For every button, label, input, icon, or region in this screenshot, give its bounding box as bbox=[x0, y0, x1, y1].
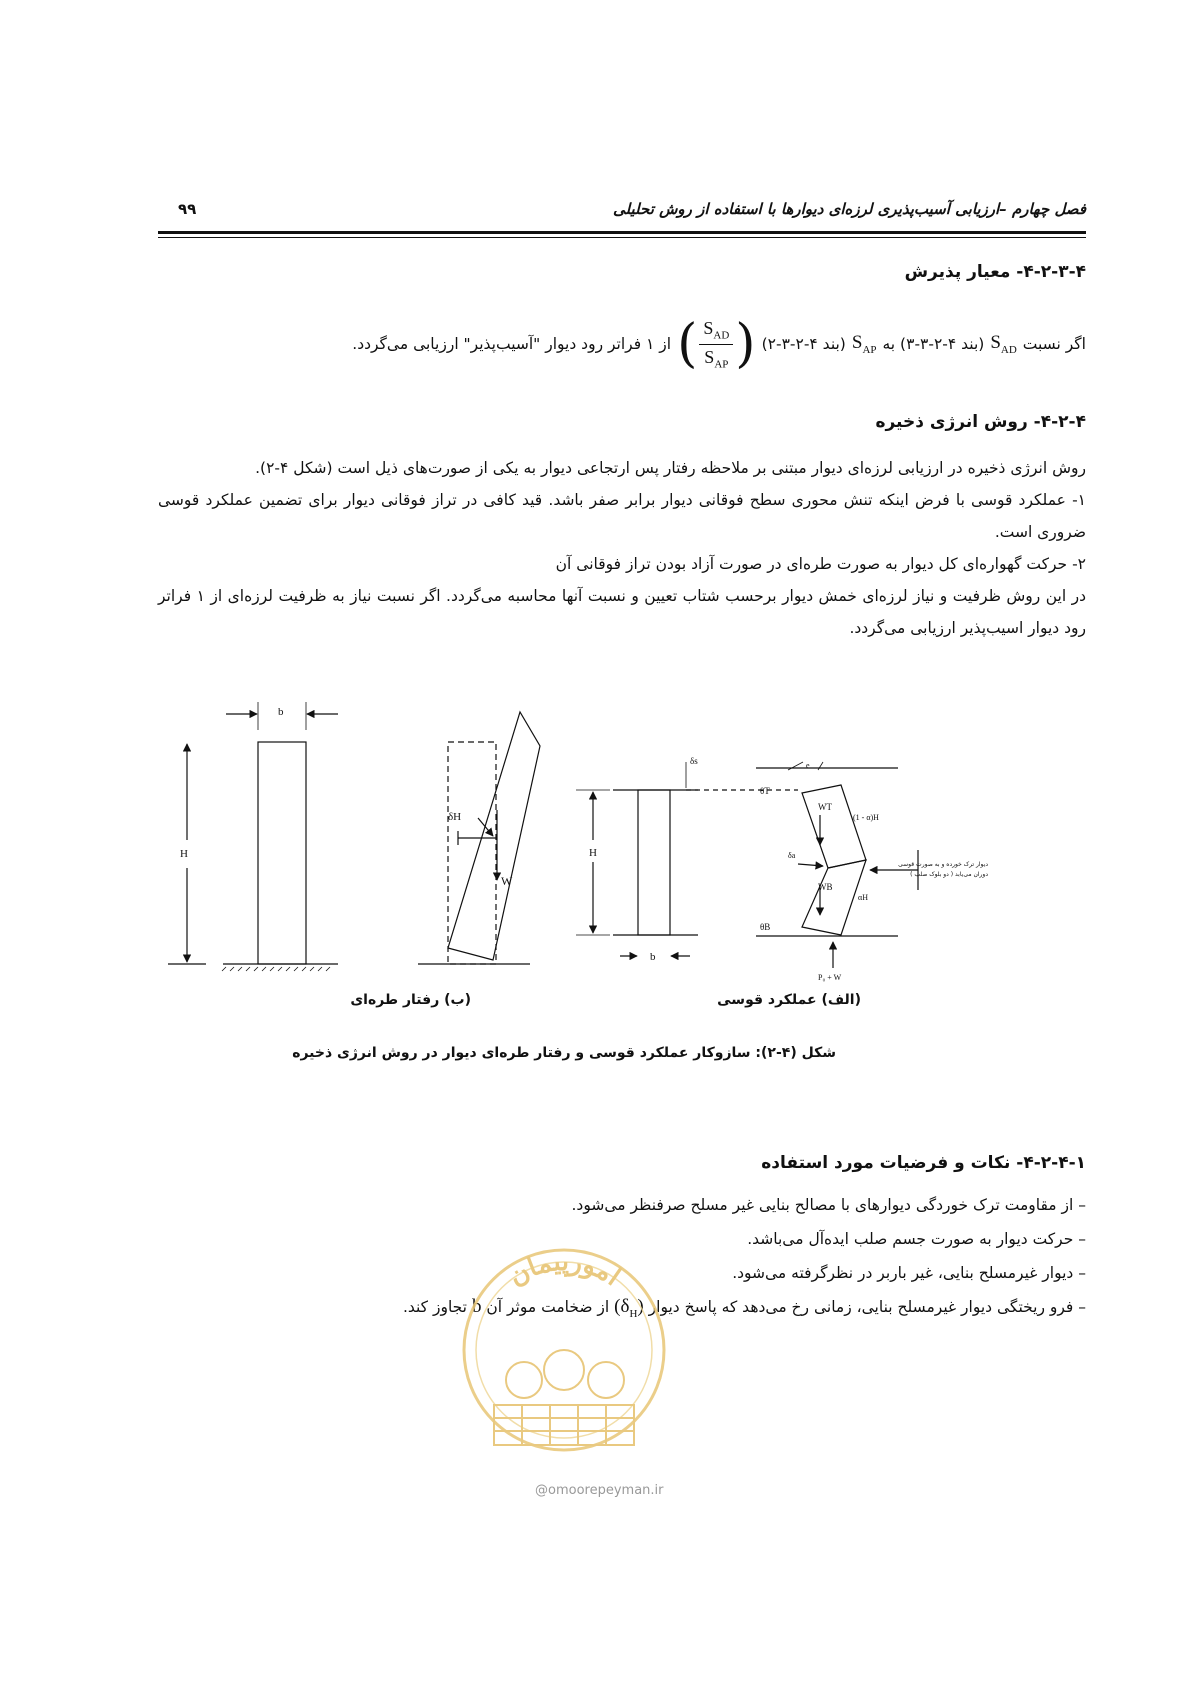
assumption-item: – حرکت دیوار به صورت جسم صلب ایده‌آل می‌باشد. bbox=[747, 1230, 1086, 1248]
arch-thickness-label: b bbox=[650, 951, 656, 963]
page-header bbox=[158, 200, 1086, 230]
header-rule-thick bbox=[158, 231, 1086, 234]
section-heading-assumptions: ۴-۲-۴-۱- نکات و فرضیات مورد استفاده bbox=[761, 1153, 1086, 1173]
beta-height-label: (1 - α)H bbox=[853, 813, 879, 822]
s-ad-symbol bbox=[990, 332, 1016, 356]
s-ap-reference: (بند ۴-۲-۳-۲) bbox=[761, 335, 846, 354]
fraction-denominator bbox=[700, 345, 732, 371]
theta-b-label: θB bbox=[760, 922, 771, 932]
collapse-text-mid: از ضخامت موثر آن bbox=[486, 1298, 610, 1316]
section-heading-energy: ۴-۲-۴- روش انرژی ذخیره bbox=[875, 412, 1086, 432]
thickness-symbol-b: b bbox=[471, 1296, 482, 1317]
section-heading-acceptance: ۴-۲-۳-۴- معیار پذیرش bbox=[904, 262, 1086, 282]
side-note-line-1: دیوار ترک خورده و به صورت قوسی bbox=[898, 861, 988, 868]
collapse-text-end: تجاوز کند. bbox=[402, 1298, 467, 1316]
header-rule-thin bbox=[158, 237, 1086, 238]
s-symbol: S bbox=[851, 332, 863, 354]
criterion-text-end: از ۱ فراتر رود دیوار "آسیب‌پذیر" ارزیابی می‌گردد. bbox=[352, 335, 672, 354]
paragraph-ratio: در این روش ظرفیت و نیاز لرزه‌ای خمش دیوار برحسب شتاب تعیین و نسبت آنها محاسبه می‌گردد. اگر نسبت نیاز به ظرفیت لرزه‌ای از ۱ فراتر رود دیوار اسیب‌پذیر ارزیابی می‌گردد. bbox=[158, 587, 1086, 637]
paragraph-intro: روش انرژی ذخیره در ارزیابی لرزه‌ای دیوار مبتنی بر ملاحظه رفتار پس ارتجاعی دیوار به یکی از صورت‌های ذیل است (شکل ۴-۲). bbox=[255, 459, 1086, 477]
watermark-brand-arc: امورپیمان bbox=[503, 1246, 626, 1293]
paragraph-arching: ۱- عملکرد قوسی با فرض اینکه تنش محوری سطح فوقانی دیوار برابر صفر باشد. قید کافی در تراز فوقانی دیوار برای تضمین عملکرد قوسی ضروری است. bbox=[158, 491, 1086, 541]
assumption-item: – از مقاومت ترک خوردگی دیوارهای با مصالح بنایی غیر مسلح صرفنظر می‌شود. bbox=[571, 1196, 1086, 1214]
collapse-text-start: – فرو ریختگی دیوار غیرمسلح بنایی، زمانی رخ می‌دهد که پاسخ دیوار bbox=[648, 1298, 1086, 1316]
s-ad-reference: (بند ۴-۲-۳-۳) به bbox=[882, 335, 985, 354]
energy-method-body bbox=[158, 452, 1086, 644]
side-note-line-2: ( دو بلوک صلب ) دوران می‌یابد bbox=[910, 871, 988, 878]
alpha-height-label: αH bbox=[858, 893, 868, 902]
arching-wall-cracked-diagram bbox=[756, 762, 918, 968]
delta-h-label: δH bbox=[448, 811, 462, 823]
paragraph-rocking: ۲- حرکت گهواره‌ای کل دیوار به صورت طره‌ای در صورت آزاد بودن تراز فوقانی آن bbox=[555, 555, 1086, 573]
thickness-label-b: b bbox=[278, 706, 284, 718]
right-parenthesis: ) bbox=[735, 314, 756, 375]
s-ap-symbol bbox=[852, 332, 877, 356]
fraction-numerator bbox=[699, 318, 733, 345]
axial-load-label: P₀ + W bbox=[818, 973, 842, 982]
fraction-body bbox=[699, 318, 733, 370]
numerator-symbol: S bbox=[703, 318, 714, 338]
wb-label: WB bbox=[818, 882, 833, 892]
theta-t-label: θT bbox=[760, 786, 770, 796]
eccentricity-label: e bbox=[806, 761, 810, 770]
delta-s-label: δs bbox=[690, 756, 698, 766]
figure-label-cantilever: (ب) رفتار طره‌ای bbox=[350, 992, 471, 1008]
arch-height-label: H bbox=[589, 847, 597, 859]
figure-arching-rocking bbox=[158, 690, 1086, 990]
numerator-subscript: AD bbox=[713, 329, 730, 342]
assumption-item: – دیوار غیرمسلح بنایی، غیر باربر در نظرگرفته می‌شود. bbox=[732, 1264, 1086, 1282]
delta-h-inline bbox=[614, 1296, 644, 1320]
delta-subscript: H bbox=[629, 1307, 638, 1320]
close-paren: ) bbox=[637, 1296, 644, 1317]
ad-subscript: AD bbox=[1000, 343, 1017, 356]
running-title: فصل چهارم –ارزیابی آسیب‌پذیری لرزه‌ای دیوارها با استفاده از روش تحلیلی bbox=[613, 200, 1086, 218]
figure-label-arching: (الف) عملکرد قوسی bbox=[717, 992, 861, 1008]
acceptance-criterion-line bbox=[352, 314, 1086, 375]
page-number: ۹۹ bbox=[178, 200, 197, 218]
s-symbol: S bbox=[990, 332, 1001, 354]
left-parenthesis: ( bbox=[677, 314, 698, 375]
assumptions-list bbox=[158, 1188, 1086, 1331]
criterion-text-start: اگر نسبت bbox=[1022, 335, 1086, 354]
weight-label-W: W bbox=[501, 874, 513, 888]
denominator-symbol: S bbox=[704, 346, 715, 367]
delta-a-label: δa bbox=[788, 851, 796, 860]
height-label-H: H bbox=[180, 848, 188, 860]
assumption-item-collapse bbox=[158, 1290, 1086, 1331]
denominator-subscript: AP bbox=[714, 358, 729, 371]
figure-caption: شکل (۴-۲): سازوکار عملکرد قوسی و رفتار طره‌ای دیوار در روش انرژی ذخیره bbox=[292, 1045, 836, 1061]
watermark-url: @omoorepeyman.ir bbox=[535, 1483, 664, 1498]
ratio-fraction bbox=[677, 314, 756, 375]
delta-symbol: (δ bbox=[614, 1296, 630, 1317]
rocking-wall-diagram bbox=[418, 712, 540, 964]
wt-label: WT bbox=[818, 802, 832, 812]
ap-subscript: AP bbox=[862, 343, 877, 356]
cantilever-wall-diagram bbox=[168, 702, 338, 971]
